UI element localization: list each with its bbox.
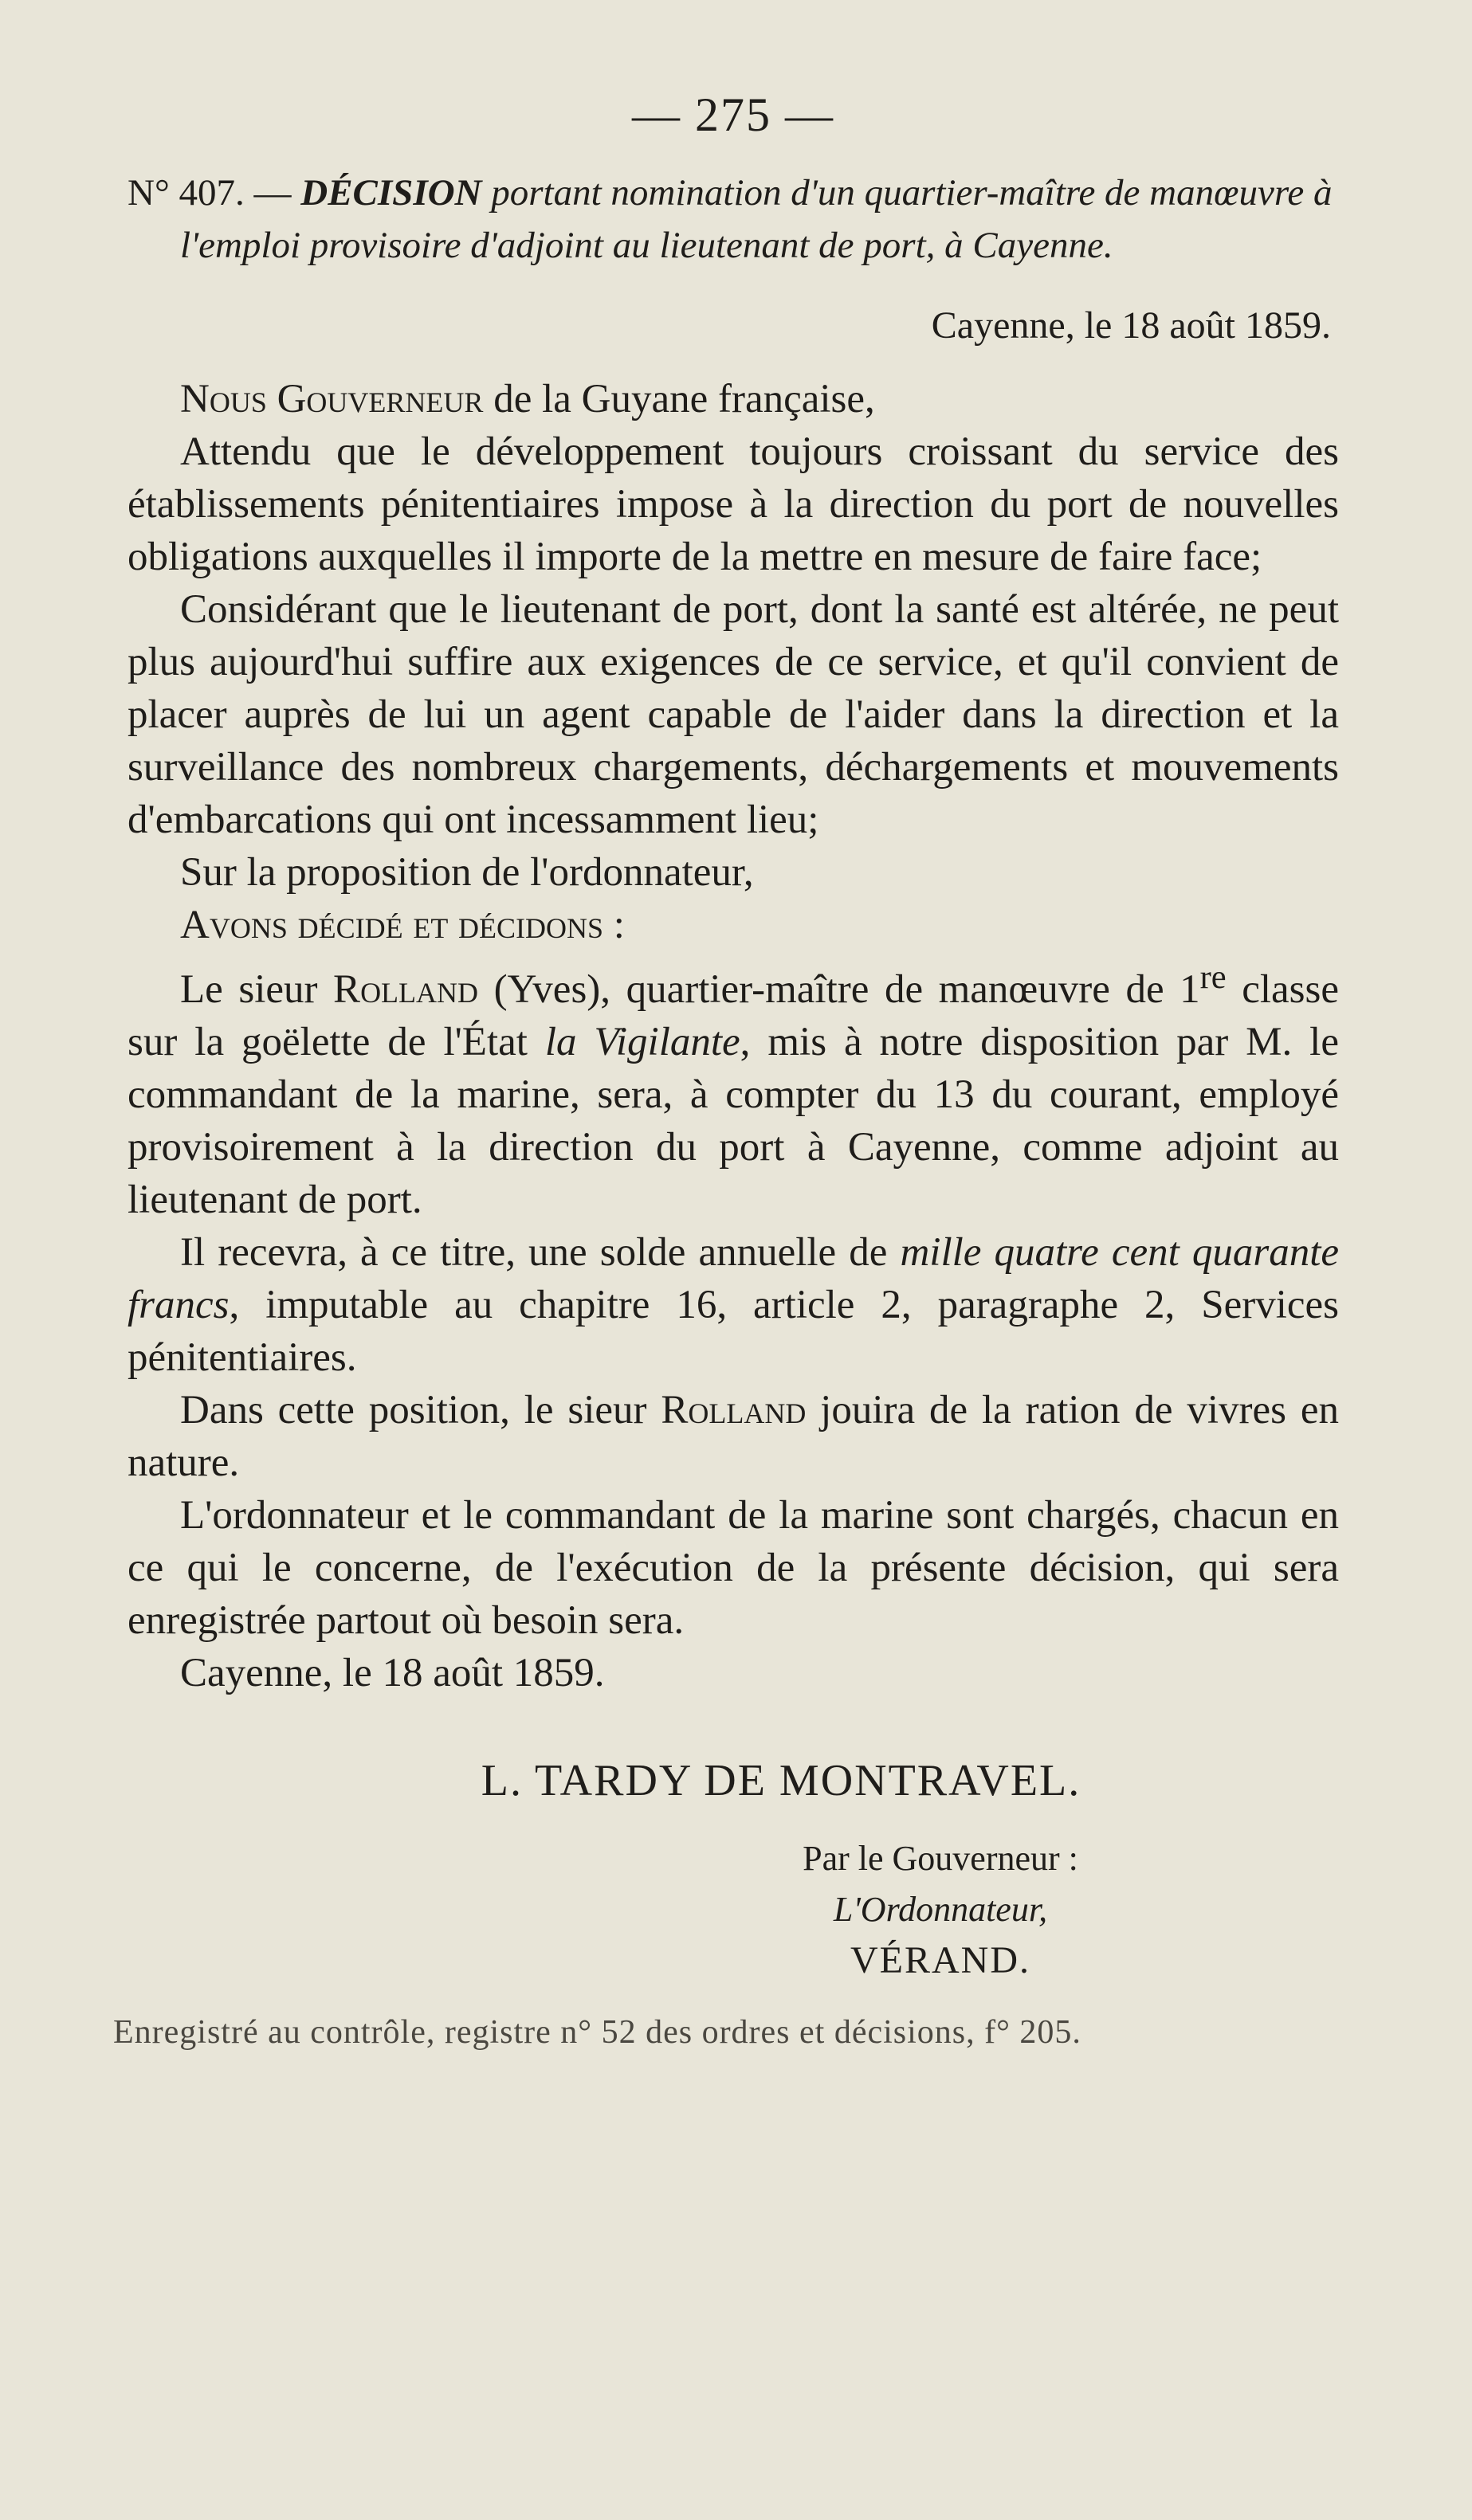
article-2-text-a: Il recevra, à ce titre, une solde annuelle de	[180, 1230, 901, 1275]
article-3-paragraph	[128, 1384, 1339, 1489]
article-3-text-b: jouira de la ration de vivres en nature.	[128, 1388, 1339, 1485]
article-1-text-a: Le sieur	[180, 967, 334, 1012]
considerant-paragraph: Considérant que le lieutenant de port, dont la santé est altérée, ne peut plus aujourd'hui suffire aux exigences de ce service, et qu'il convient de placer auprès de lui un agent capable de l'aider dans la direction et la surveillance des nombreux chargements, déchargements et mouvements d'embarcations qui ont incessamment lieu;	[128, 587, 1339, 842]
par-le-gouverneur: Par le Gouverneur :	[803, 1839, 1078, 1878]
decision-subject: portant nomination d'un quartier-maître de manœuvre à l'emploi provisoire d'adjoint au lieutenant de port, à Cayenne.	[180, 172, 1333, 266]
article-4-paragraph: L'ordonnateur et le commandant de la marine sont chargés, chacun en ce qui le concerne, de l'exécution de la présente décision, qui sera enregistrée partout où besoin sera.	[128, 1493, 1339, 1643]
intro-rest: de la Guyane française,	[483, 377, 875, 421]
intro-paragraph	[128, 373, 1339, 425]
decision-keyword: DÉCISION	[300, 172, 482, 214]
article-2-paragraph	[128, 1226, 1339, 1384]
ordonnateur-title: L'Ordonnateur,	[833, 1890, 1048, 1929]
ordinal-superscript: re	[1199, 958, 1227, 996]
avons-decide: Avons décidé et décidons :	[180, 903, 625, 947]
rolland-name-2: Rolland	[661, 1388, 807, 1432]
article-1-text-c: classe sur la goëlette de l'État	[128, 967, 1339, 1064]
attendu-paragraph: Attendu que le développement toujours croissant du service des établissements pénitentiaires impose à la direction du port de nouvelles obligations auxquelles il importe de la mettre en mesure de faire face;	[128, 429, 1339, 579]
place-date: Cayenne, le 18 août 1859.	[931, 304, 1331, 347]
article-2-text-b: , imputable au chapitre 16, article 2, paragraphe 2, Services pénitentiaires.	[128, 1283, 1339, 1380]
decision-number: N° 407. —	[128, 172, 301, 214]
page-content	[113, 88, 1339, 2052]
closing-date: Cayenne, le 18 août 1859.	[180, 1651, 605, 1695]
ordonnateur-name: VÉRAND.	[850, 1939, 1030, 1981]
page-number: — 275 —	[632, 88, 834, 141]
registration-note: Enregistré au contrôle, registre n° 52 des ordres et décisions, f° 205.	[113, 2014, 1081, 2051]
article-1-text-d: , mis à notre disposition par M. le commandant de la marine, sera, à compter du 13 du courant, employé provisoirement à la direction du port à Cayenne, comme adjoint au lieutenant de port.	[128, 1020, 1339, 1222]
article-1-paragraph	[128, 951, 1339, 1226]
article-3-text-a: Dans cette position, le sieur	[180, 1388, 661, 1432]
article-1-text-b: (Yves), quartier-maître de manœuvre de 1	[478, 967, 1200, 1012]
governor-signature: L. TARDY DE MONTRAVEL.	[481, 1756, 1081, 1805]
decision-heading	[128, 167, 1339, 272]
proposition-paragraph: Sur la proposition de l'ordonnateur,	[180, 850, 754, 895]
ship-name: la Vigilante	[544, 1020, 740, 1064]
rolland-name: Rolland	[333, 967, 479, 1012]
salary-amount: mille quatre cent quarante francs	[128, 1230, 1339, 1327]
nous-gouverneur: Nous Gouverneur	[180, 377, 484, 421]
